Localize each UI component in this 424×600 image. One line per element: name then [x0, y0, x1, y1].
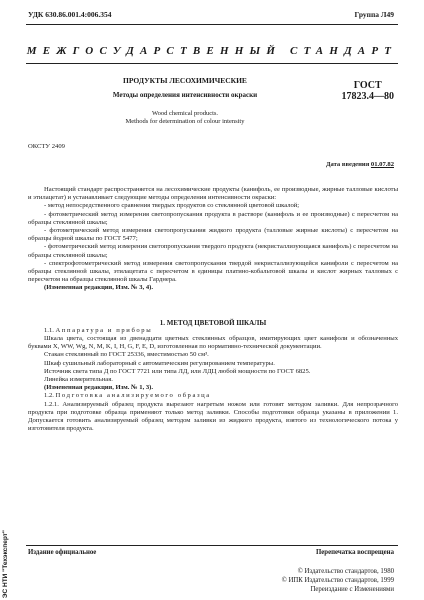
gost-designation [342, 80, 395, 102]
paragraph: Стакан стеклянный по ГОСТ 25336, вместимостью 50 см³. [44, 351, 209, 359]
method-item: - фотометрический метод измерения светопропускания продукта в растворе (канифоль и ее производные) с пересчетом на образцы стеклянной шкалы; [28, 210, 398, 226]
paragraph: Шкала цвета, состоящая из двенадцати цветных стеклянных образцов, имитирующих цвет канифоли и обозначенных буквами X, WW, Wg, N, M, K, I, H, G, F, E, D, изготовленная по нормативно-технической документации. [28, 335, 398, 351]
subsection-1-1-heading [28, 327, 398, 335]
copyright-line: © ИПК Издательство стандартов, 1999 [281, 577, 394, 585]
official-edition-label: Издание официальное [28, 549, 97, 556]
footer-rule [26, 545, 398, 546]
copyright-line: © Издательство стандартов, 1980 [297, 568, 394, 575]
document-subtitle: Методы определения интенсивности окраски [112, 91, 258, 99]
subsection-title: Подготовка анализируемого образца [55, 392, 211, 400]
okstu-code: ОКСТУ 2409 [28, 143, 65, 150]
intro-date-label: Дата введения [325, 161, 371, 168]
method-item: - фотометрический метод измерения светопропускания жидкого продукта (талловые жирные кислоты) с пересчетом на образцы йодной шкалы по ГОСТ 5477; [28, 227, 398, 243]
subsection-title: Аппаратура и приборы [55, 326, 153, 334]
paragraph: Линейка измерительная. [44, 376, 113, 384]
english-title [60, 110, 310, 126]
group-code: Группа Л49 [354, 10, 394, 19]
header-rule [26, 24, 398, 25]
subsection-1-2-heading [28, 392, 398, 400]
reissue-note: Переиздание с Изменениями [310, 586, 394, 594]
copyright-block [282, 567, 394, 595]
intro-date [326, 161, 394, 168]
udk-code: УДК 630.86.001.4:006.354 [28, 10, 112, 19]
amendment-note: (Измененная редакция, Изм. № 3, 4). [44, 284, 154, 292]
method-item: - фотометрический метод измерения светопропускания твердого продукта (некристаллизующаяся канифоль) с пересчетом на образцы стеклянной шкалы; [28, 243, 398, 259]
side-stamp: ЭС НТИ "Техэксперт" [2, 530, 9, 599]
method-item: - спектрофотометрический метод измерения светопропускания твердой некристаллизующейся канифоли с пересчетом на образцы стеклянной шкалы, этилацетата с пересчетом в единицы платино-кобальтовой шкалы и кислот жирных талловых с пересчетом на образцы стеклянной шкалы Гарднера. [28, 259, 398, 284]
english-title-line-1: Wood chemical products. [151, 110, 219, 117]
document-title: ПРОДУКТЫ ЛЕСОХИМИЧЕСКИЕ [123, 76, 247, 85]
paragraph: Источник света типа Д по ГОСТ 7721 или типа ЛД, или ЛДЦ любой мощности по ГОСТ 6825. [44, 367, 311, 375]
gost-label: ГОСТ [353, 80, 382, 91]
document-body [28, 186, 398, 433]
gost-number: 17823.4—80 [341, 91, 394, 102]
subsection-number: 1.2. [44, 392, 56, 400]
section-heading: 1. МЕТОД ЦВЕТОВОЙ ШКАЛЫ [159, 318, 267, 327]
paragraph: Шкаф сушильный лабораторный с автоматическим регулированием температуры. [44, 359, 275, 367]
intro-paragraph: Настоящий стандарт распространяется на лесохимические продукты (канифоль, ее производные, жирные талловые кислоты и этилацетат) и устанавливает следующие методы определения интенсивности окраски: [28, 186, 398, 202]
intro-date-value: 01.07.82 [370, 161, 394, 168]
english-title-line-2: Methods for determination of colour intensity [125, 118, 245, 125]
reprint-prohibited-label: Перепечатка воспрещена [316, 549, 394, 556]
title-block [60, 76, 310, 126]
amendment-note: (Измененная редакция, Изм. № 1, 3). [44, 384, 154, 392]
banner-rule [26, 63, 398, 64]
method-item: - метод непосредственного сравнения твердых продуктов со стеклянной цветовой шкалой; [44, 202, 300, 210]
standard-banner: МЕЖГОСУДАРСТВЕННЫЙ СТАНДАРТ [26, 45, 398, 57]
subsection-number: 1.1. [44, 326, 56, 334]
paragraph: 1.2.1. Анализируемый образец продукта вырезают нагретым ножом или готовят методом заливки. Для непрозрачного продукта при подготовке образца применяют только метод заливки. Способы подготовки образца указаны в приложении 1. Допускается готовить анализируемый образец методом заливки из жидкого продукта, взятого из технологического потока у изготовителя продукта. [28, 400, 398, 433]
